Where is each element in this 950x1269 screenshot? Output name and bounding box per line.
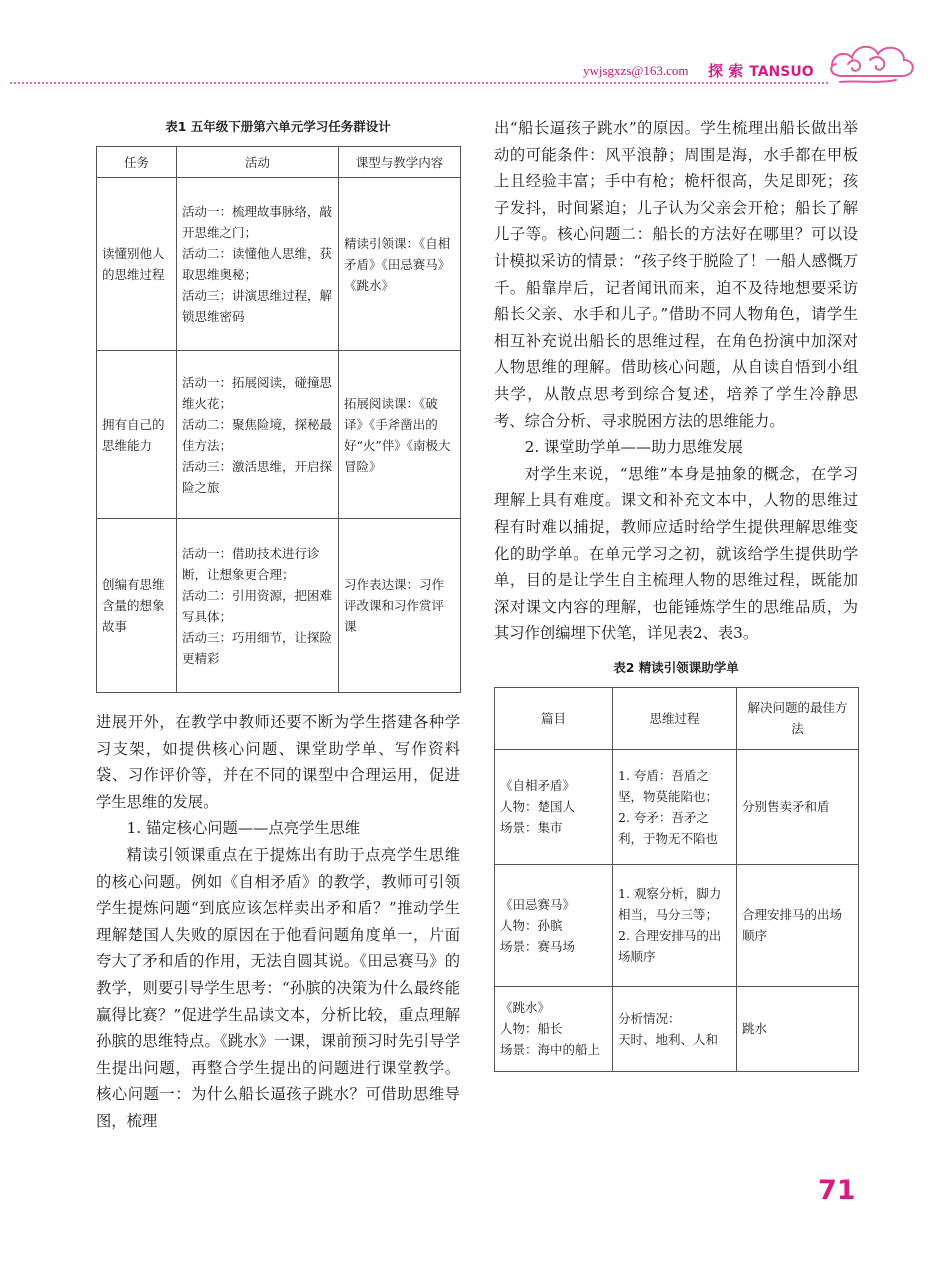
table2-header-article: 篇目 [495, 687, 613, 749]
table1 [96, 146, 461, 693]
activity-item: 活动三：讲演思维过程，解锁思维密码 [182, 288, 333, 324]
table-row [97, 519, 461, 693]
activity-item: 活动一：拓展阅读，碰撞思维火花； [182, 374, 333, 411]
table1-task-cell: 创编有思维含量的想象故事 [97, 519, 177, 693]
process-step: 1. 夸盾：吾盾之坚，物莫能陷也； [618, 767, 719, 804]
table1-lesson-cell: 精读引领课：《自相矛盾》《田忌赛马》《跳水》 [339, 178, 461, 351]
process-step: 2. 合理安排马的出场顺序 [618, 928, 722, 965]
article-character: 人物：楚国人 [500, 799, 576, 815]
table1-header-activity: 活动 [177, 147, 339, 178]
process-step: 天时、地利、人和 [618, 1031, 719, 1047]
table2-caption: 表2 精读引领课助学单 [613, 659, 739, 675]
brand-chinese: 探 索 [708, 62, 744, 80]
table-row [97, 178, 461, 351]
left-paragraph-2: 精读引领课重点在于提炼出有助于点亮学生思维的核心问题。例如《自相矛盾》的教学，教师可引领学生提炼问题“到底应该怎样卖出矛和盾？”推动学生理解楚国人失败的原因在于他看问题角度单一，片面夸大了矛和盾的作用，无法自圆其说。《田忌赛马》的教学，则要引导学生思考：“孙膑的决策为什么最终能赢得比赛？”促进学生品读文本，分析比较，重点理解孙膑的思维特点。《跳水》一课，课前预习时先引导学生提出问题，再整合学生提出的问题进行课堂教学。核心问题一：为什么船长逼孩子跳水？可借助思维导图，梳理 [96, 845, 460, 1130]
article-scene: 场景：海中的船上 [500, 1042, 601, 1058]
process-step: 1. 观察分析，脚力相当，马分三等； [618, 886, 722, 923]
table1-task-cell: 读懂别他人的思维过程 [97, 178, 177, 351]
header-dotted-rule [10, 82, 828, 84]
activity-item: 活动二：引用资源，把困难写具体； [182, 587, 333, 624]
article-title: 《跳水》 [500, 1000, 551, 1016]
process-step: 分析情况： [618, 1010, 681, 1026]
table1-header-task: 任务 [97, 147, 177, 178]
activity-item: 活动一：借助技术进行诊断，让想象更合理； [182, 545, 320, 582]
header-email: ywjsgxzs@163.com [583, 63, 689, 78]
article-scene: 场景：集市 [500, 820, 563, 836]
header-brand [708, 60, 814, 81]
table2-method-cell: 分别售卖矛和盾 [737, 749, 859, 864]
table2-header-row [495, 687, 859, 749]
activity-item: 活动二：读懂他人思维，获取思维奥秘； [182, 246, 333, 282]
section-heading-1: 1. 锚定核心问题——点亮学生思维 [126, 819, 361, 838]
right-paragraph-1: 出“船长逼孩子跳水”的原因。学生梳理出船长做出举动的可能条件：风平浪静；周围是海，水手都在甲板上且经验丰富；手中有枪；桅杆很高，失足即死；孩子发抖，时间紧迫；儿子认为父亲会开枪；船长了解儿子等。核心问题二：船长的方法好在哪里？可以设计模拟采访的情景：“孩子终于脱险了！一船人感慨万千。船靠岸后，记者闻讯而来，迫不及待地想要采访船长父亲、水手和儿子。”借助不同人物角色，请学生相互补充说出船长的思维过程，在角色扮演中加深对人物思维的理解。借助核心问题，从自读自悟到小组共学，从散点思考到综合复述，培养了学生冷静思考、综合分析、寻求脱困方法的思维能力。 [494, 119, 858, 430]
table-row [495, 864, 859, 986]
article-title: 《自相矛盾》 [500, 778, 576, 794]
table1-lesson-cell: 习作表达课：习作评改课和习作赏评课 [339, 519, 461, 693]
table2 [494, 687, 859, 1072]
brand-english: TANSUO [749, 64, 814, 80]
article-scene: 场景：赛马场 [500, 938, 576, 954]
table2-article-cell [495, 864, 613, 986]
right-paragraph-2: 对学生来说，“思维”本身是抽象的概念，在学习理解上具有难度。课文和补充文本中，人物的思维过程有时难以捕捉，教师应适时给学生提供理解思维变化的助学单。在单元学习之初，就该给学生提供助学单，目的是让学生自主梳理人物的思维过程，既能加深对课文内容的理解，也能锤炼学生的思维品质，为其习作创编埋下伏笔，详见表2、表3。 [494, 464, 858, 643]
table1-activity-cell [177, 178, 339, 351]
left-paragraph-1: 进展开外，在教学中教师还要不断为学生搭建各种学习支架，如提供核心问题、课堂助学单、写作资料袋、习作评价等，并在不同的课型中合理运用，促进学生思维的发展。 [96, 713, 460, 811]
table1-caption: 表1 五年级下册第六单元学习任务群设计 [165, 119, 391, 134]
table-row [97, 351, 461, 519]
article-title: 《田忌赛马》 [500, 896, 576, 912]
table2-process-cell [613, 864, 737, 986]
table1-activity-cell [177, 519, 339, 693]
section-heading-2: 2. 课堂助学单——助力思维发展 [524, 438, 743, 457]
right-column [494, 115, 858, 1072]
process-step: 2. 夸矛：吾矛之利，于物无不陷也 [618, 809, 719, 846]
table2-method-cell: 合理安排马的出场顺序 [737, 864, 859, 986]
table-row [495, 749, 859, 864]
table2-article-cell [495, 749, 613, 864]
article-character: 人物：船长 [500, 1021, 563, 1037]
table1-task-cell: 拥有自己的思维能力 [97, 351, 177, 519]
table2-process-cell [613, 749, 737, 864]
table1-activity-cell [177, 351, 339, 519]
activity-item: 活动二：聚焦险境，探秘最佳方法； [182, 416, 333, 453]
table2-article-cell [495, 986, 613, 1071]
table2-header-method: 解决问题的最佳方法 [737, 687, 859, 749]
activity-item: 活动一：梳理故事脉络，敲开思维之门； [182, 204, 333, 240]
table1-header-lesson: 课型与教学内容 [339, 147, 461, 178]
article-character: 人物：孙膑 [500, 917, 563, 933]
cloud-ornament-icon [826, 36, 918, 88]
table2-process-cell [613, 986, 737, 1071]
table2-header-process: 思维过程 [613, 687, 737, 749]
table2-method-cell: 跳水 [737, 986, 859, 1071]
table1-lesson-cell: 拓展阅读课：《破译》《手斧凿出的好“火”伴》《南极大冒险》 [339, 351, 461, 519]
activity-item: 活动三：巧用细节，让探险更精彩 [182, 629, 333, 666]
table-row [495, 986, 859, 1071]
page-number: 71 [818, 1175, 856, 1206]
table1-header-row [97, 147, 461, 178]
left-column [96, 117, 460, 1135]
activity-item: 活动三：激活思维，开启探险之旅 [182, 458, 333, 495]
